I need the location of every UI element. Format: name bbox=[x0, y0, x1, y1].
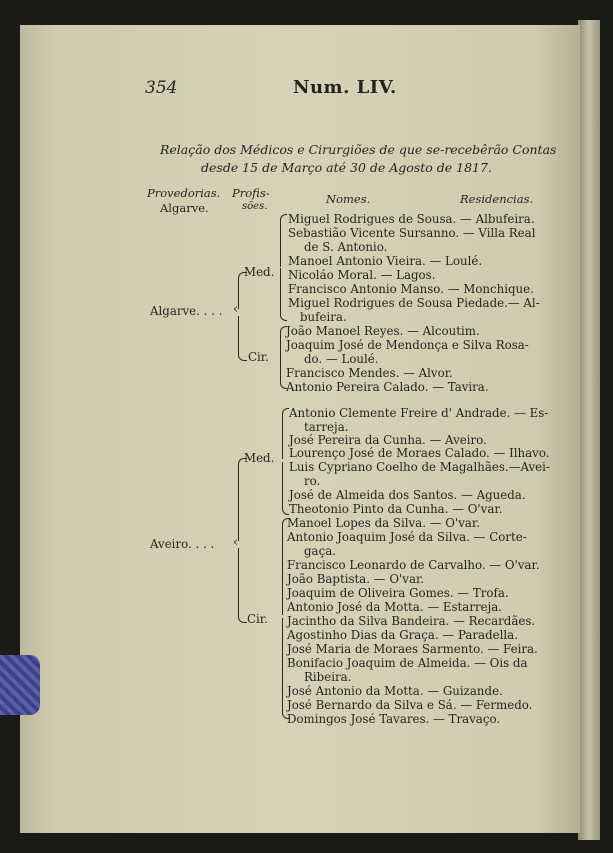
entry-line: ro. bbox=[304, 474, 321, 488]
header-profissoes-1: Profis- bbox=[232, 186, 270, 200]
entry-line: Ribeira. bbox=[304, 670, 352, 684]
caption-line-2: desde 15 de Março até 30 de Agosto de 1817. bbox=[201, 160, 492, 175]
group-brace-top bbox=[282, 408, 289, 459]
region-brace-top bbox=[238, 458, 247, 541]
entry-line: João Manoel Reyes. — Alcoutim. bbox=[286, 324, 480, 338]
book-spine bbox=[578, 20, 600, 840]
header-residencias: Residencias. bbox=[460, 192, 534, 206]
entry-line: Antonio Pereira Calado. — Tavira. bbox=[286, 380, 489, 394]
profession-cir: Cir. bbox=[247, 612, 268, 626]
region-label-algarve: Algarve. . . . bbox=[150, 304, 223, 318]
entry-line: Antonio Joaquim José da Silva. — Corte- bbox=[287, 530, 527, 544]
entry-line: José Antonio da Motta. — Guizande. bbox=[287, 684, 503, 698]
header-profissoes-2: sões. bbox=[242, 201, 268, 212]
region-brace-bottom bbox=[238, 548, 247, 623]
group-brace-top bbox=[280, 214, 287, 267]
brace-point: ‹ bbox=[233, 302, 239, 317]
page-number: 354 bbox=[145, 78, 178, 98]
entry-line: do. — Loulé. bbox=[304, 352, 379, 366]
entry-line: Miguel Rodrigues de Sousa. — Albufeira. bbox=[288, 212, 535, 226]
group-brace-bottom bbox=[282, 462, 289, 515]
entry-line: tarreja. bbox=[304, 420, 349, 434]
entry-line: José Bernardo da Silva e Sá. — Fermedo. bbox=[287, 698, 533, 712]
bookmark-tab bbox=[0, 655, 40, 715]
entry-line: Manoel Lopes da Silva. — O'var. bbox=[287, 516, 481, 530]
caption-line-1: Relação dos Médicos e Cirurgiões de que se-recebêrão Contas bbox=[160, 142, 557, 157]
entry-line: Joaquim de Oliveira Gomes. — Trofa. bbox=[287, 586, 509, 600]
profession-med: Med. bbox=[244, 265, 275, 279]
header-algarve: Algarve. bbox=[160, 201, 209, 215]
entry-line: Luis Cypriano Coelho de Magalhães.—Avei- bbox=[289, 460, 550, 474]
region-brace-bottom bbox=[238, 316, 247, 361]
entry-line: de S. Antonio. bbox=[304, 240, 388, 254]
entry-line: Francisco Mendes. — Alvor. bbox=[286, 366, 453, 380]
entry-line: Manoel Antonio Vieira. — Loulé. bbox=[288, 254, 483, 268]
profession-cir: Cir. bbox=[248, 350, 269, 364]
entry-line: Bonifacio Joaquim de Almeida. — Ois da bbox=[287, 656, 528, 670]
entry-line: Sebastião Vicente Sursanno. — Villa Real bbox=[288, 226, 536, 240]
header-provedorias: Provedorias. bbox=[147, 186, 221, 200]
entry-line: Domingos José Tavares. — Travaço. bbox=[287, 712, 501, 726]
brace-point: ‹ bbox=[233, 535, 239, 550]
entry-line: Agostinho Dias da Graça. — Paradella. bbox=[287, 628, 518, 642]
entry-line: Joaquim José de Mendonça e Silva Rosa- bbox=[286, 338, 529, 352]
entry-line: bufeira. bbox=[300, 310, 347, 324]
entry-line: Antonio Clemente Freire d' Andrade. — Es- bbox=[289, 406, 549, 420]
region-label-aveiro: Aveiro. . . . bbox=[150, 537, 215, 551]
page-title: Num. LIV. bbox=[293, 77, 397, 98]
profession-med: Med. bbox=[244, 451, 275, 465]
header-nomes: Nomes. bbox=[326, 192, 371, 206]
entry-line: Jacintho da Silva Bandeira. — Recardães. bbox=[287, 614, 536, 628]
entry-line: Nicoláo Moral. — Lagos. bbox=[288, 268, 436, 282]
entry-line: José Pereira da Cunha. — Aveiro. bbox=[289, 433, 487, 447]
entry-line: gaça. bbox=[304, 544, 336, 558]
entry-line: Lourenço José de Moraes Calado. — Ilhavo. bbox=[289, 446, 550, 460]
entry-line: Francisco Leonardo de Carvalho. — O'var. bbox=[287, 558, 540, 572]
entry-line: José Maria de Moraes Sarmento. — Feira. bbox=[287, 642, 538, 656]
entry-line: João Baptista. — O'var. bbox=[287, 572, 425, 586]
entry-line: Miguel Rodrigues de Sousa Piedade.— Al- bbox=[288, 296, 540, 310]
entry-line: Theotonio Pinto da Cunha. — O'var. bbox=[289, 502, 503, 516]
entry-line: José de Almeida dos Santos. — Agueda. bbox=[289, 488, 526, 502]
group-brace-bottom bbox=[280, 268, 287, 321]
entry-line: Francisco Antonio Manso. — Monchique. bbox=[288, 282, 534, 296]
entry-line: Antonio José da Motta. — Estarreja. bbox=[287, 600, 503, 614]
